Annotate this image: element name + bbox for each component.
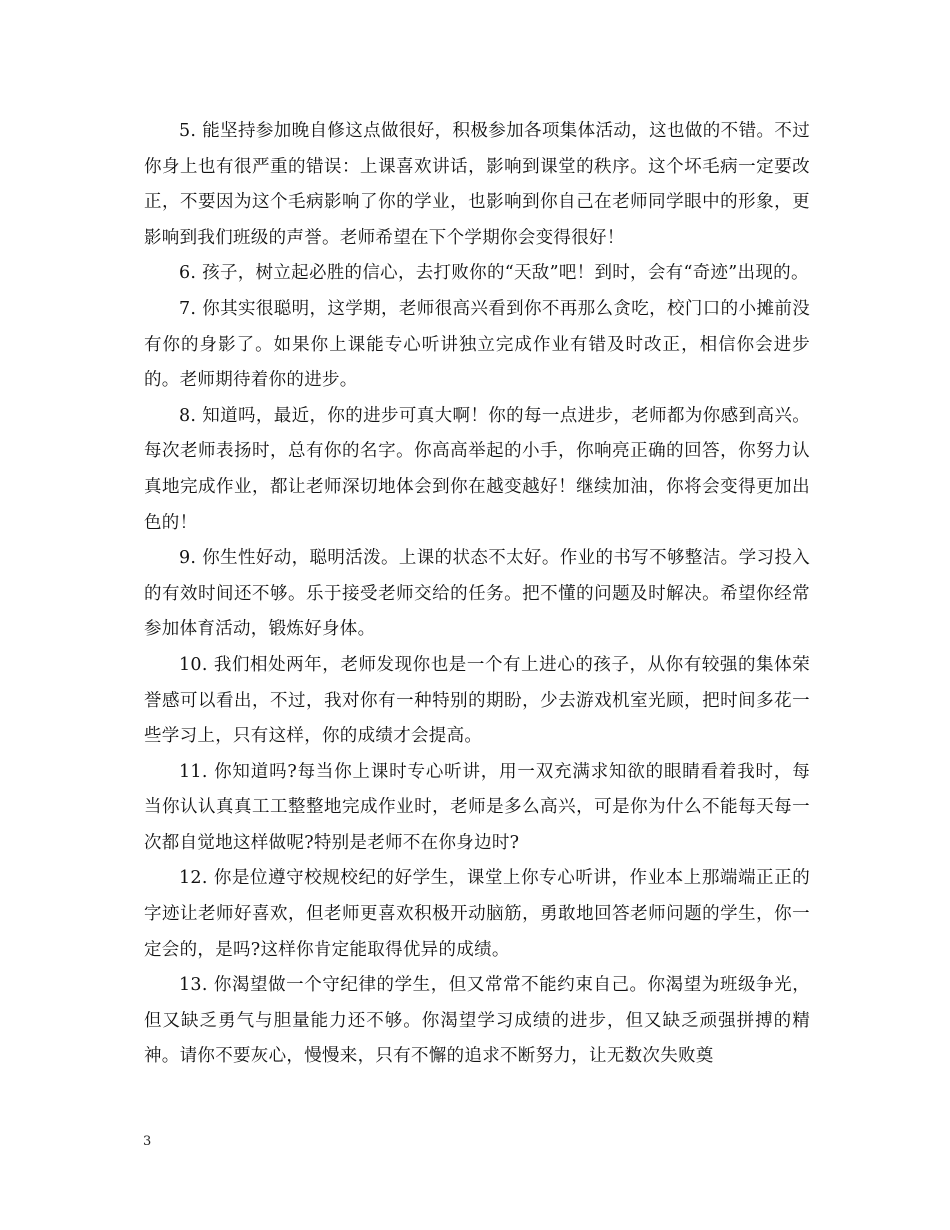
comment-paragraph-11: 11. 你知道吗?每当你上课时专心听讲，用一双充满求知欲的眼睛看着我时，每当你认认真真工工整整地完成作业时，老师是多么高兴，可是你为什么不能每天每一次都自觉地这样做呢?特别是老师不在你身边时? (144, 761, 810, 853)
comment-paragraph-6: 6. 孩子，树立起必胜的信心，去打败你的“天敌”吧！到时，会有“奇迹”出现的。 (179, 263, 809, 284)
document-body (144, 114, 810, 1075)
comment-paragraph-7: 7. 你其实很聪明，这学期，老师很高兴看到你不再那么贪吃，校门口的小摊前没有你的身影了。如果你上课能专心听讲独立完成作业有错及时改正，相信你会进步的。老师期待着你的进步。 (144, 298, 810, 391)
comment-paragraph-5: 5. 能坚持参加晚自修这点做很好，积极参加各项集体活动，这也做的不错。不过你身上也有很严重的错误：上课喜欢讲话，影响到课堂的秩序。这个坏毛病一定要改正，不要因为这个毛病影响了你的学业，也影响到你自己在老师同学眼中的形象，更影响到我们班级的声誉。老师希望在下个学期你会变得很好！ (144, 121, 810, 248)
comment-paragraph-12: 12. 你是位遵守校规校纪的好学生，课堂上你专心听讲，作业本上那端端正正的字迹让老师好喜欢，但老师更喜欢积极开动脑筋，勇敢地回答老师问题的学生，你一定会的，是吗?这样你肯定能取得优异的成绩。 (144, 868, 810, 960)
comment-paragraph-13: 13. 你渴望做一个守纪律的学生，但又常常不能约束自己。你渴望为班级争光，但又缺乏勇气与胆量能力还不够。你渴望学习成绩的进步，但又缺乏顽强拼搏的精神。请你不要灰心，慢慢来，只有不懈的追求不断努力，让无数次失败奠 (144, 975, 810, 1067)
page-number: 3 (143, 1134, 152, 1149)
comment-paragraph-8: 8. 知道吗，最近，你的进步可真大啊！你的每一点进步，老师都为你感到高兴。每次老师表扬时，总有你的名字。你高高举起的小手，你响亮正确的回答，你努力认真地完成作业，都让老师深切地体会到你在越变越好！继续加油，你将会变得更加出色的！ (144, 405, 810, 533)
comment-paragraph-10: 10. 我们相处两年，老师发现你也是一个有上进心的孩子，从你有较强的集体荣誉感可以看出，不过，我对你有一种特别的期盼，少去游戏机室光顾，把时间多花一些学习上，只有这样，你的成绩才会提高。 (144, 654, 810, 747)
comment-paragraph-9: 9. 你生性好动，聪明活泼。上课的状态不太好。作业的书写不够整洁。学习投入的有效时间还不够。乐于接受老师交给的任务。把不懂的问题及时解决。希望你经常参加体育活动，锻炼好身体。 (144, 548, 810, 640)
